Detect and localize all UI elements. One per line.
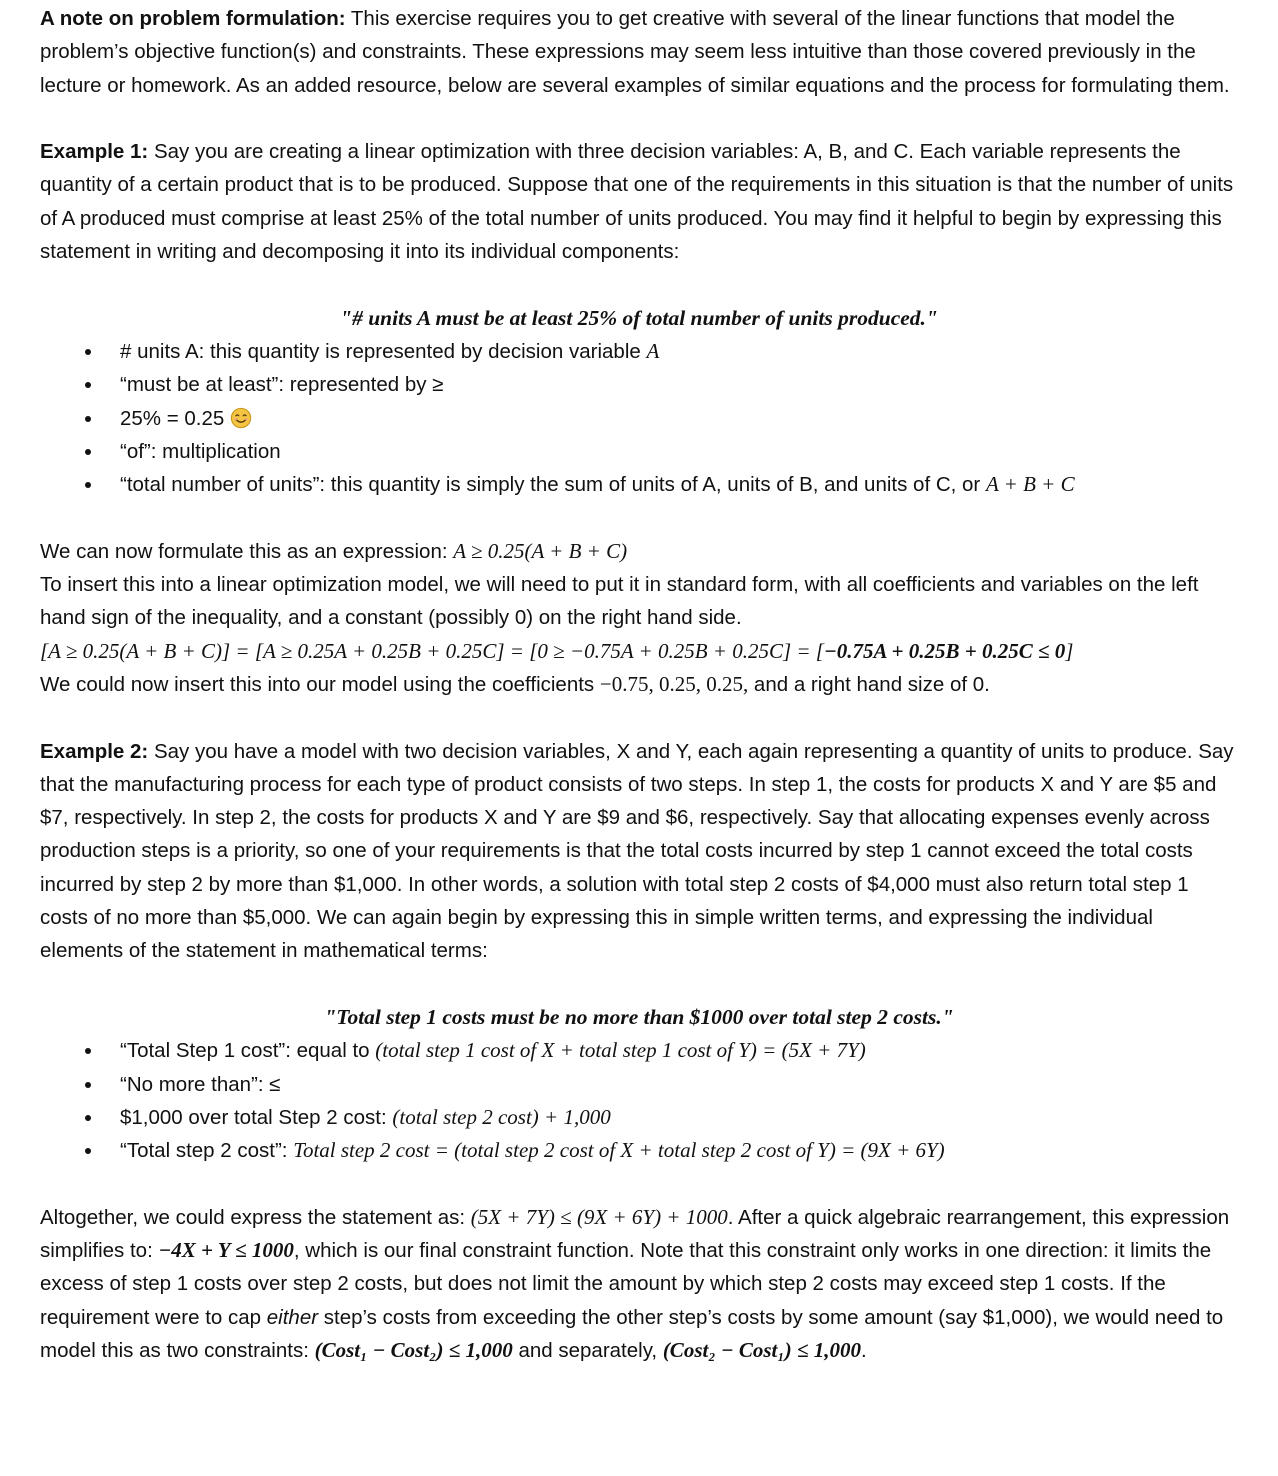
example2-heading: Example 2: bbox=[40, 739, 149, 763]
example1-paragraph bbox=[40, 135, 1238, 268]
example1-text: Say you are creating a linear optimization with three decision variables: A, B, and C. Each variable represents the quantity of a certain product that is to be produced. Suppose that one of the requirements in this situation is that the number of units of A produced must comprise at least 25% of the total number of units produced. You may find it helpful to begin by expressing this statement in writing and decomposing it into its individual components: bbox=[40, 140, 1234, 264]
example1-bullet: 25% = 0.25 bbox=[40, 402, 1238, 435]
intro-text: This exercise requires you to get creative with several of the linear functions that model the problem’s objective function(s) and constraints. These expressions may seem less intuitive than those covered previously in the lecture or homework. As an added resource, below are several examples of similar equations and the process for formulating them. bbox=[40, 7, 1230, 97]
standard-form-text: To insert this into a linear optimization model, we will need to put it in standard form, with all coefficients and variables on the left hand sign of the inequality, and a constant (possibly 0) on the right hand side. bbox=[40, 573, 1199, 630]
conclusion-paragraph: Altogether, we could express the statement as: (5X + 7Y) ≤ (9X + 6Y) + 1000. After a quick algebraic rearrangement, this expression simplifies to: −4X + Y ≤ 1000, which is our final constraint function. Note that this constraint only works in one direction: it limits the excess of step 1 costs over step 2 costs, but does not limit the amount by which step 2 costs may exceed step 1 costs. If the requirement were to cap either step’s costs from exceeding the other step’s costs by some amount (say $1,000), we would need to model this as two constraints: (Cost₁ − Cost₂) ≤ 1,000 and separately, (Cost₂ − Cost₁) ≤ 1,000. bbox=[40, 1204, 1230, 1362]
example2-bullet: “No more than”: ≤ bbox=[40, 1068, 1238, 1101]
intro-paragraph bbox=[40, 2, 1238, 102]
example2-bullet: “Total step 2 cost”: Total step 2 cost = (total step 2 cost of X + total step 2 cost of Y) = (9X + 6Y) bbox=[40, 1134, 1238, 1167]
smiling-face-emoji-icon bbox=[230, 407, 252, 429]
example1-quote: "# units A must be at least 25% of total number of units produced." bbox=[340, 305, 938, 330]
insert-line: We could now insert this into our model using the coefficients −0.75, 0.25, 0.25, and a right hand size of 0. bbox=[40, 671, 990, 696]
example2-paragraph bbox=[40, 735, 1238, 968]
derivation-line: [A ≥ 0.25(A + B + C)] = [A ≥ 0.25A + 0.25B + 0.25C] = [0 ≥ −0.75A + 0.25B + 0.25C] = [−0.75A + 0.25B + 0.25C ≤ 0] bbox=[40, 638, 1074, 663]
example2-bullet: “Total Step 1 cost”: equal to (total step 1 cost of X + total step 1 cost of Y) = (5X + 7Y) bbox=[40, 1034, 1238, 1067]
example2-bullet-list bbox=[40, 1034, 1238, 1167]
example1-bullet-list bbox=[40, 335, 1238, 501]
formulate-line: We can now formulate this as an expression: A ≥ 0.25(A + B + C) bbox=[40, 538, 628, 563]
example1-bullet: “must be at least”: represented by ≥ bbox=[40, 368, 1238, 401]
intro-heading: A note on problem formulation: bbox=[40, 7, 346, 30]
example2-bullet: $1,000 over total Step 2 cost: (total step 2 cost) + 1,000 bbox=[40, 1101, 1238, 1134]
example1-bullet: “of”: multiplication bbox=[40, 435, 1238, 468]
example2-quote: "Total step 1 costs must be no more than $1000 over total step 2 costs." bbox=[324, 1004, 954, 1029]
example2-text: Say you have a model with two decision variables, X and Y, each again representing a quantity of units to produce. Say that the manufacturing process for each type of product consists of two steps. In step 1, the costs for products X and Y are $5 and $7, respectively. In step 2, the costs for products X and Y are $9 and $6, respectively. Say that allocating expenses evenly across production steps is a priority, so one of your requirements is that the total costs incurred by step 1 cannot exceed the total costs incurred by step 2 by more than $1,000. In other words, a solution with total step 2 costs of $4,000 must also return total step 1 costs of no more than $5,000. We can again begin by expressing this in simple written terms, and expressing the individual elements of the statement in mathematical terms: bbox=[40, 739, 1234, 963]
example1-bullet: “total number of units”: this quantity is simply the sum of units of A, units of B, and units of C, or A + B + C bbox=[40, 468, 1238, 501]
example1-bullet: # units A: this quantity is represented by decision variable A bbox=[40, 335, 1238, 368]
example1-heading: Example 1: bbox=[40, 140, 149, 164]
